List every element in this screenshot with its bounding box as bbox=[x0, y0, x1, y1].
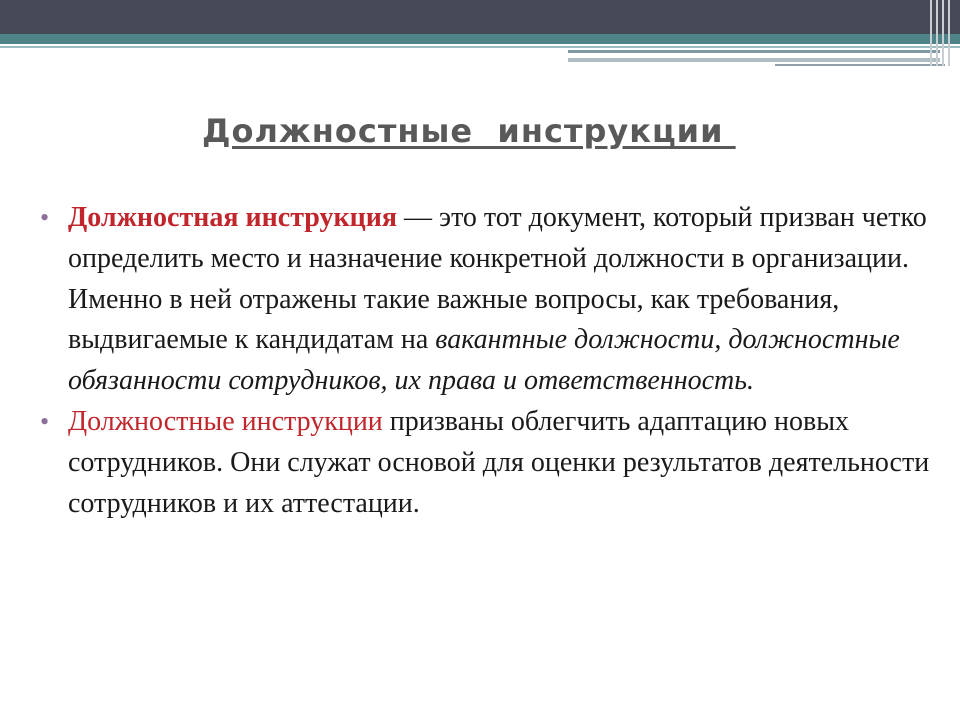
bullet-purpose bbox=[40, 402, 940, 524]
bullet-italic-text: вакантные должности, должностные обязанности сотрудников, их права и ответственность. bbox=[68, 324, 900, 397]
bullet-term: Должностная инструкция bbox=[68, 202, 398, 233]
header-decor-line bbox=[775, 64, 945, 66]
bullet-term: Должностные инструкции bbox=[68, 405, 383, 437]
slide-title: Должностные инструкции bbox=[202, 112, 736, 150]
slide-body bbox=[40, 198, 940, 524]
bullet-text: — это тот документ, который призван четко определить место и назначение конкретной должности в организации. Именно в ней отражены такие важные вопросы, как требования, выдвигаемые к кандидатам на bbox=[68, 202, 927, 356]
header-decor-line bbox=[568, 58, 940, 62]
bullet-dot: • bbox=[40, 406, 50, 436]
header-band bbox=[0, 0, 960, 34]
bullet-definition bbox=[40, 198, 940, 402]
header-vertical-bars bbox=[928, 0, 960, 66]
header-decor-line bbox=[568, 50, 940, 53]
bullet-text: призваны облегчить адаптацию новых сотрудников. Они служат основой для оценки результатов деятельности сотрудников и их аттестации. bbox=[68, 405, 930, 519]
header-teal-stripe bbox=[0, 34, 960, 44]
header-decor-line bbox=[0, 46, 960, 48]
bullet-dot: • bbox=[40, 203, 50, 232]
